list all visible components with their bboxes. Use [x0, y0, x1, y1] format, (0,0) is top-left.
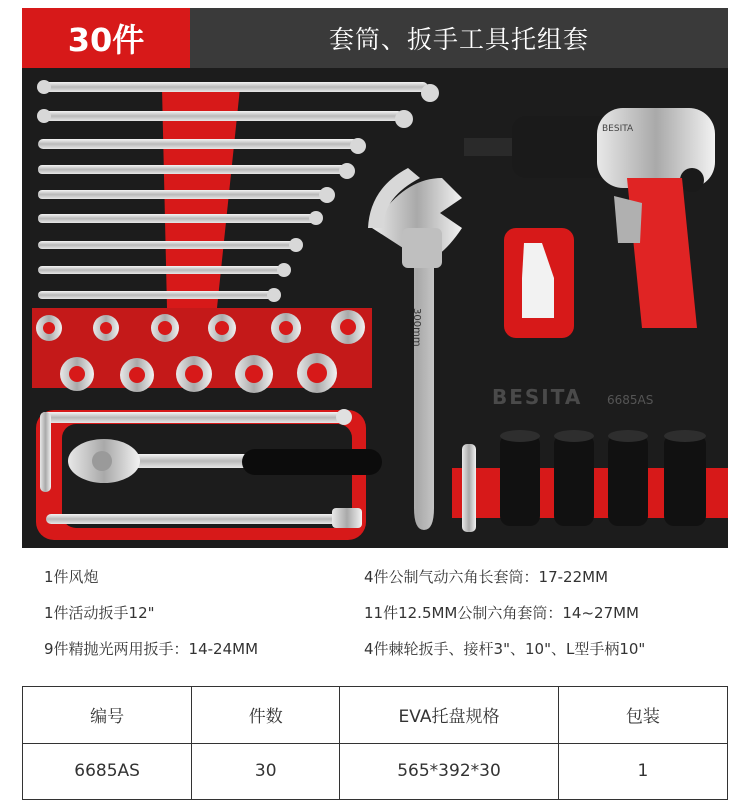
impact-socket-icon: [608, 430, 648, 526]
list-item: 4件公制气动六角长套筒：17-22MM: [364, 568, 609, 586]
header-cell-packaging: 包装: [558, 687, 727, 744]
tray-brand-text: BESITA: [492, 385, 583, 409]
socket-icon: [271, 313, 301, 343]
socket-icon: [120, 358, 154, 392]
socket-icon: [297, 353, 337, 393]
impact-socket-icon: [554, 430, 594, 526]
table-row: [23, 743, 728, 800]
oil-bottle-icon: [504, 228, 574, 338]
page-title: 套筒、扳手工具托组套: [328, 25, 589, 54]
socket-icon: [235, 355, 273, 393]
header-cell-count: 件数: [192, 687, 340, 744]
socket-icon: [151, 314, 179, 342]
header-cell-tray-size: EVA托盘规格: [340, 687, 559, 744]
cell-count: 30: [192, 743, 340, 800]
product-photo: [22, 68, 728, 548]
tray-model-text: 6685AS: [607, 393, 654, 407]
cell-packaging: 1: [558, 743, 727, 800]
header-cell-code: 编号: [23, 687, 192, 744]
impact-socket-icon: [664, 430, 706, 526]
socket-icon: [93, 315, 119, 341]
socket-icon: [208, 314, 236, 342]
table-header-row: [23, 687, 728, 744]
contents-list: [22, 548, 728, 684]
piece-count-badge: 30件: [22, 8, 190, 68]
extension-bar-icon: [462, 444, 476, 532]
impact-socket-icon: [500, 430, 540, 526]
cell-tray-size: 565*392*30: [340, 743, 559, 800]
list-item: 9件精抛光两用扳手：14-24MM: [44, 640, 259, 658]
socket-icon: [60, 357, 94, 391]
spec-table: [22, 686, 728, 800]
wrench-size-label: 300mm: [411, 308, 422, 347]
header-bar: [22, 8, 728, 68]
socket-icon: [176, 356, 212, 392]
list-item: 1件风炮: [44, 568, 99, 586]
list-item: 4件棘轮扳手、接杆3"、10"、L型手柄10": [364, 640, 646, 658]
socket-icon: [331, 310, 365, 344]
brand-label-gun: BESITA: [602, 124, 634, 134]
cell-code: 6685AS: [23, 743, 192, 800]
list-item: 1件活动扳手12": [44, 604, 155, 622]
socket-icon: [36, 315, 62, 341]
list-item: 11件12.5MM公制六角套筒：14~27MM: [364, 604, 639, 622]
